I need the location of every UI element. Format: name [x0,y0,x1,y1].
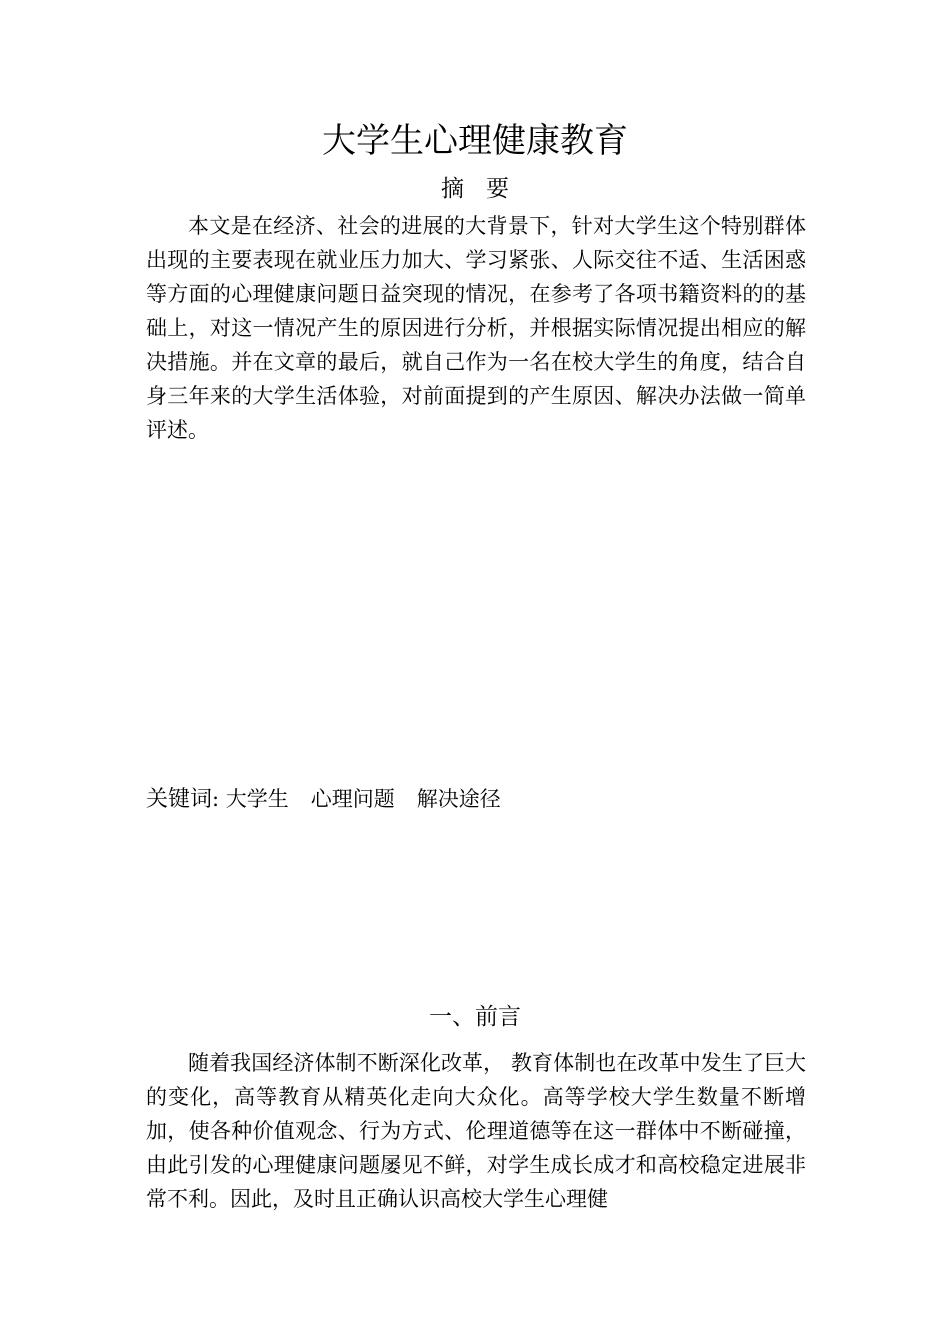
keyword: 解决途径 [416,787,501,811]
keywords-label: 关键词 [146,787,213,812]
document-title: 大学生心理健康教育 [322,121,628,161]
keyword: 大学生 [225,787,289,811]
keyword: 心理问题 [310,787,395,811]
preface-paragraph: 随着我国经济体制不断深化改革， 教育体制也在改革中发生了巨大的变化，高等教育从精英化走向大众化。高等学校大学生数量不断增加，使各种价值观念、行为方式、伦理道德等在这一群体中不断碰撞， 由此引发的心理健康问题屡见不鲜，对学生成长成才和高校稳定进展非常不利。因此，及时且正确认识高校大学生心理健 [146,1051,806,1211]
keywords-separator: : [212,787,220,811]
section-heading-preface: 一、前言 [429,1004,521,1030]
abstract-heading: 摘要 [441,176,531,202]
abstract-paragraph: 本文是在经济、社会的进展的大背景下，针对大学生这个特别群体出现的主要表现在就业压力加大、学习紧张、人际交往不适、生活困惑等方面的心理健康问题日益突现的情况，在参考了各项书籍资料的的基础上，对这一情况产生的原因进行分析，并根据实际情况提出相应的解决措施。并在文章的最后，就自己作为一名在校大学生的角度，结合自身三年来的大学生活体验，对前面提到的产生原因、解决办法做一简单评述。 [146,214,806,442]
keywords-line [146,782,523,817]
